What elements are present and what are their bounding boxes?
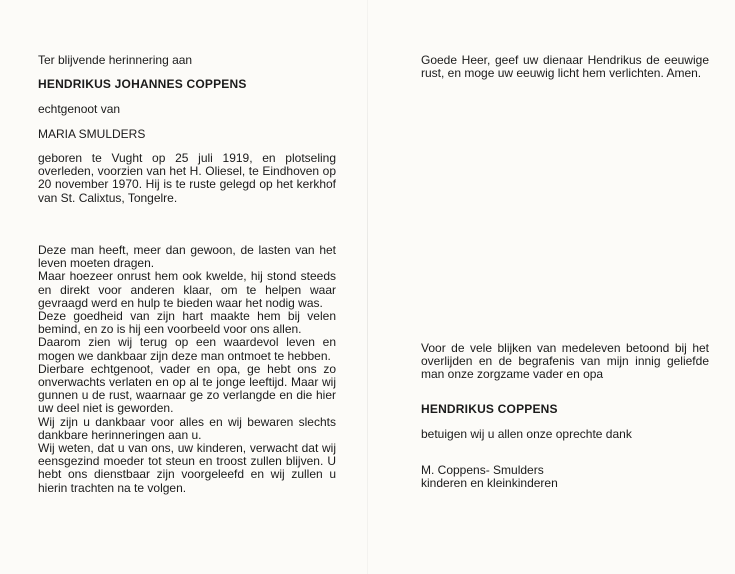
- tribute-text: Deze man heeft, meer dan gewoon, de lasten van het leven moeten dragen. Maar hoezeer onrust hem ook kwelde, hij stond steeds en direkt voor anderen klaar, om te helpen waar gevraagd werd en hulp te bieden waar het nodig was. Deze goedheid van zijn hart maakte hem bij velen bemind, en zo is hij een voorbeeld voor ons allen. Daarom zien wij terug op een waardevol leven en mogen we dankbaar zijn deze man ontmoet te hebben. Dierbare echtgenoot, vader en opa, ge hebt ons zo onverwachts verlaten en op al te jonge leeftijd. Maar wij gunnen u de rust, waarnaar ge zo verlangde en die hier uw deel niet is geworden. Wij zijn u dankbaar voor alles en wij bewaren slechts dankbare herinneringen aan u. Wij weten, dat u van ons, uw kinderen, verwacht dat wij eensgezind moeder tot steun en troost zullen blijven. U hebt ons dienstbaar zijn voorgeleefd en wij zullen u hierin trachten na te volgen.: [38, 243, 336, 495]
- card-fold-line: [367, 0, 368, 574]
- thanks-intro: Voor de vele blijken van medeleven betoond bij het overlijden en de begrafenis van mijn innig geliefde man onze zorgzame vader en opa: [421, 341, 709, 382]
- signature-line-2: kinderen en kleinkinderen: [421, 476, 558, 490]
- signature-line-1: M. Coppens- Smulders: [421, 463, 544, 477]
- biography: geboren te Vught op 25 juli 1919, en plotseling overleden, voorzien van het H. Oliesel, te Eindhoven op 20 november 1970. Hij is te ruste gelegd op het kerkhof van St. Calixtus, Tongelre.: [38, 151, 336, 205]
- deceased-name: HENDRIKUS JOHANNES COPPENS: [38, 77, 247, 91]
- spouse-intro: echtgenoot van: [38, 102, 121, 116]
- prayer-text: Goede Heer, geef uw dienaar Hendrikus de eeuwige rust, en moge uw eeuwig licht hem verlichten. Amen.: [421, 53, 709, 81]
- spouse-name: MARIA SMULDERS: [38, 127, 146, 141]
- intro-text: Ter blijvende herinnering aan: [38, 53, 193, 67]
- thanks-text: betuigen wij u allen onze oprechte dank: [421, 427, 632, 441]
- deceased-short-name: HENDRIKUS COPPENS: [421, 402, 558, 416]
